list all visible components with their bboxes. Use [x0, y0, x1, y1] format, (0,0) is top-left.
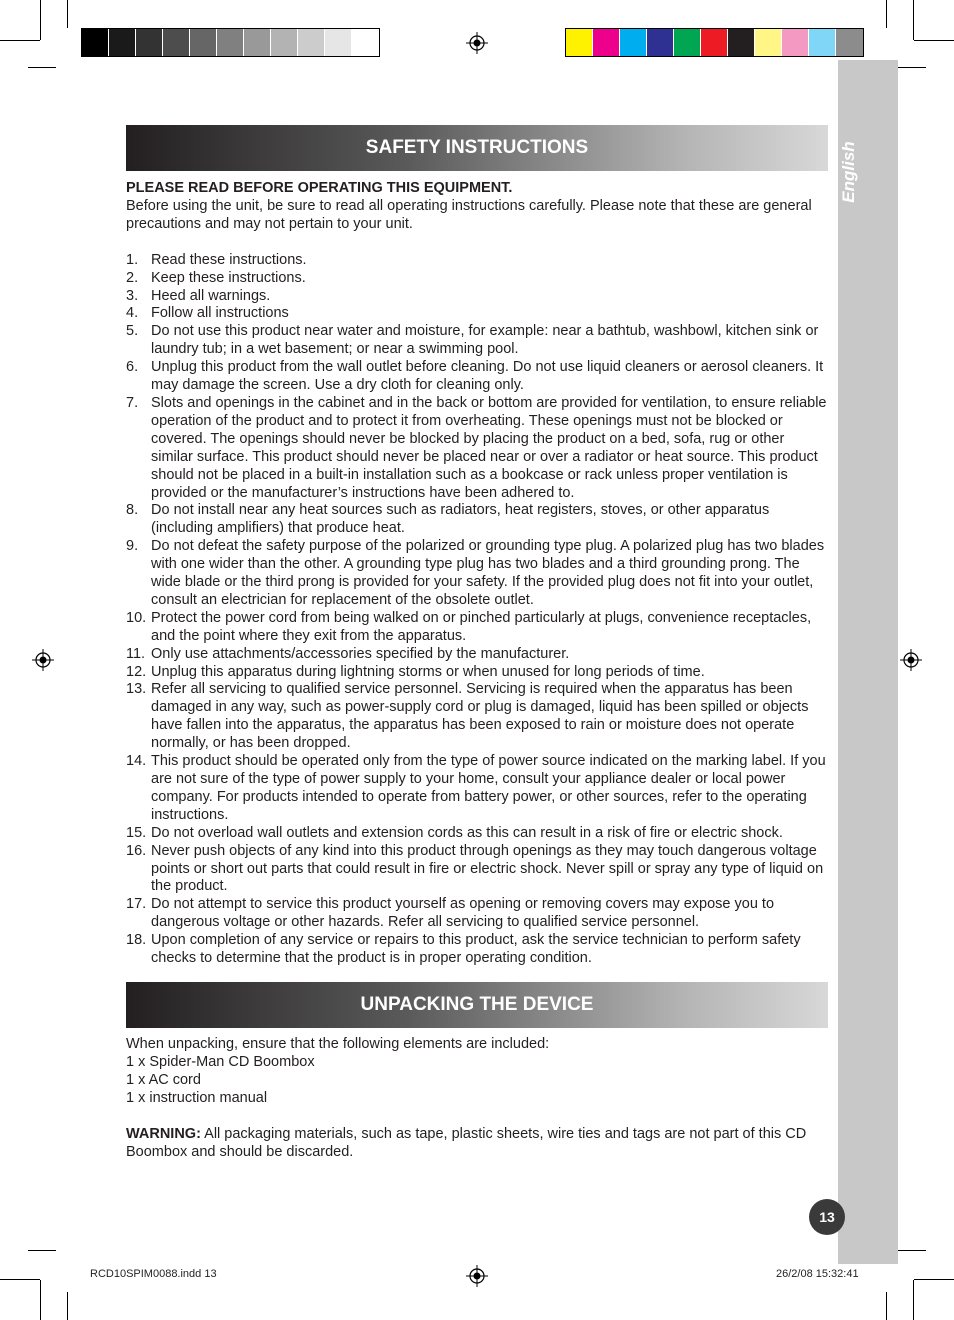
- color-swatch: [593, 29, 620, 56]
- item-number: 5.: [126, 323, 139, 340]
- list-item: [126, 538, 830, 610]
- item-text: Refer all servicing to qualified service personnel. Servicing is required when the apparatus has been damaged in any way, such as power-supply cord or plug is damaged, liquid has been spilled or objects have fallen into the apparatus, the apparatus has been exposed to rain or moisture does not operate normally, or has been dropped.: [151, 681, 809, 752]
- item-number: 16.: [126, 842, 147, 859]
- list-item: [126, 359, 830, 395]
- color-swatch: [674, 29, 701, 56]
- warning-label: WARNING:: [126, 1125, 201, 1142]
- color-swatch: [244, 29, 271, 56]
- list-item: [126, 502, 830, 538]
- color-swatch: [755, 29, 782, 56]
- list-item: [126, 843, 830, 897]
- color-swatch: [163, 29, 190, 56]
- item-number: 7.: [126, 394, 139, 411]
- registration-mark-icon: [466, 1265, 488, 1287]
- item-number: 1.: [126, 251, 139, 268]
- safety-list: [126, 252, 830, 968]
- safety-heading: PLEASE READ BEFORE OPERATING THIS EQUIPMENT.: [126, 180, 513, 196]
- warning-text: All packaging materials, such as tape, plastic sheets, wire ties and tags are not part of this CD Boombox and should be discarded.: [126, 1125, 807, 1160]
- color-swatch: [836, 29, 863, 56]
- footer-file-name: RCD10SPIM0088.indd 13: [90, 1268, 217, 1280]
- color-swatch: [82, 29, 109, 56]
- page-number: 13: [809, 1199, 845, 1235]
- grayscale-color-bar: [81, 28, 380, 57]
- crop-mark: [67, 0, 68, 28]
- process-color-bar: [565, 28, 864, 57]
- item-text: Follow all instructions: [151, 305, 289, 322]
- crop-mark: [40, 1280, 41, 1320]
- warning-paragraph: [126, 1126, 830, 1162]
- list-item: [126, 681, 830, 753]
- item-number: 3.: [126, 287, 139, 304]
- color-swatch: [217, 29, 244, 56]
- list-item: [126, 825, 830, 843]
- color-swatch: [298, 29, 325, 56]
- color-swatch: [566, 29, 593, 56]
- crop-mark: [914, 1279, 954, 1280]
- item-text: Do not use this product near water and moisture, for example: near a bathtub, washbowl, kitchen sink or laundry tub; in a wet basement; or near a swimming pool.: [151, 323, 819, 358]
- registration-mark-icon: [466, 32, 488, 54]
- item-text: Slots and openings in the cabinet and in the back or bottom are provided for ventilation, to ensure reliable operation of the product and to protect it from overheating. These openings must not be blocked or covered. The openings should never be blocked by placing the product on a bed, sofa, rug or other similar surface. This product should never be placed near or over a radiator or heat source. This product should not be placed in a built-in installation such as a bookcase or rack unless proper ventilation is provided or the manufacturer’s instructions have been adhered to.: [151, 394, 827, 501]
- crop-mark: [0, 1279, 40, 1280]
- crop-mark: [886, 0, 887, 28]
- crop-mark: [886, 1292, 887, 1320]
- side-tab: [838, 60, 898, 1264]
- item-text: Heed all warnings.: [151, 287, 271, 304]
- color-swatch: [620, 29, 647, 56]
- list-item: [126, 610, 830, 646]
- list-item: [126, 305, 830, 323]
- item-number: 8.: [126, 502, 139, 519]
- item-text: Do not install near any heat sources such as radiators, heat registers, stoves, or other apparatus (including amplifiers) that produce heat.: [151, 502, 770, 537]
- section-header-unpacking: UNPACKING THE DEVICE: [126, 982, 828, 1028]
- item-text: Only use attachments/accessories specified by the manufacturer.: [151, 645, 570, 662]
- crop-mark: [913, 0, 914, 40]
- color-swatch: [647, 29, 674, 56]
- item-number: 18.: [126, 932, 147, 949]
- crop-mark: [40, 0, 41, 40]
- item-text: Do not defeat the safety purpose of the polarized or grounding type plug. A polarized plug has two blades with one wider than the other. A grounding type plug has two blades and a third grounding prong. The wide blade or the third prong is provided for your safety. If the provided plug does not fit into your outlet, consult an electrician for replacement of the obsolete outlet.: [151, 538, 825, 608]
- item-text: Upon completion of any service or repairs to this product, ask the service technician to perform safety checks to determine that the product is in proper operating condition.: [151, 932, 801, 967]
- item-number: 6.: [126, 359, 139, 376]
- crop-mark: [913, 1280, 914, 1320]
- color-swatch: [109, 29, 136, 56]
- crop-mark: [914, 40, 954, 41]
- list-item: [126, 252, 830, 270]
- registration-mark-icon: [32, 649, 54, 671]
- safety-content: [126, 180, 830, 968]
- item-number: 14.: [126, 753, 147, 770]
- list-item: [126, 932, 830, 968]
- list-item: [126, 753, 830, 825]
- item-text: Never push objects of any kind into this product through openings as they may touch dangerous voltage points or short out parts that could result in fire or electric shock. Never spill or spray any type of liquid on the product.: [151, 842, 824, 895]
- item-number: 12.: [126, 663, 147, 680]
- crop-mark: [898, 1250, 926, 1251]
- color-swatch: [190, 29, 217, 56]
- safety-intro: Before using the unit, be sure to read all operating instructions carefully. Please note that these are general precautions and may not pertain to your unit.: [126, 197, 812, 232]
- item-number: 11.: [126, 645, 146, 662]
- crop-mark: [28, 67, 56, 68]
- color-swatch: [271, 29, 298, 56]
- crop-mark: [898, 67, 926, 68]
- item-text: Read these instructions.: [151, 251, 307, 268]
- section-header-safety: SAFETY INSTRUCTIONS: [126, 125, 828, 171]
- list-item: [126, 646, 830, 664]
- color-swatch: [136, 29, 163, 56]
- language-label: English: [839, 141, 858, 203]
- crop-mark: [28, 1250, 56, 1251]
- package-item: 1 x AC cord: [126, 1071, 201, 1088]
- item-text: Unplug this apparatus during lightning storms or when unused for long periods of time.: [151, 663, 705, 680]
- registration-mark-icon: [900, 649, 922, 671]
- item-number: 9.: [126, 538, 139, 555]
- list-item: [126, 270, 830, 288]
- list-item: [126, 288, 830, 306]
- item-text: Keep these instructions.: [151, 269, 306, 286]
- color-swatch: [728, 29, 755, 56]
- list-item: [126, 395, 830, 502]
- item-text: Unplug this product from the wall outlet before cleaning. Do not use liquid cleaners or aerosol cleaners. It may damage the screen. Use a dry cloth for cleaning only.: [151, 359, 824, 394]
- list-item: [126, 323, 830, 359]
- unpacking-intro: When unpacking, ensure that the following elements are included:: [126, 1036, 550, 1052]
- item-number: 13.: [126, 681, 147, 698]
- color-swatch: [809, 29, 836, 56]
- crop-mark: [67, 1292, 68, 1320]
- item-text: Do not attempt to service this product yourself as opening or removing covers may expose you to dangerous voltage or other hazards. Refer all servicing to qualified service personnel.: [151, 896, 775, 931]
- color-swatch: [325, 29, 352, 56]
- item-number: 10.: [126, 609, 147, 626]
- item-text: Protect the power cord from being walked on or pinched particularly at plugs, convenience receptacles, and the point where they exit from the apparatus.: [151, 609, 812, 644]
- item-text: Do not overload wall outlets and extension cords as this can result in a risk of fire or electric shock.: [151, 824, 783, 841]
- unpacking-content: [126, 1036, 830, 1161]
- item-number: 4.: [126, 305, 139, 322]
- item-number: 17.: [126, 896, 147, 913]
- color-swatch: [352, 29, 379, 56]
- color-swatch: [782, 29, 809, 56]
- package-item: 1 x Spider-Man CD Boombox: [126, 1053, 315, 1070]
- item-number: 2.: [126, 269, 139, 286]
- package-item: 1 x instruction manual: [126, 1089, 268, 1106]
- footer-date: 26/2/08 15:32:41: [776, 1268, 859, 1280]
- list-item: [126, 664, 830, 682]
- item-number: 15.: [126, 824, 147, 841]
- unpacking-list: [126, 1054, 830, 1108]
- list-item: [126, 896, 830, 932]
- item-text: This product should be operated only from the type of power source indicated on the marking label. If you are not sure of the type of power supply to your home, consult your appliance dealer or local power company. For products intended to operate from battery power, or other sources, refer to the operating instructions.: [151, 753, 826, 823]
- crop-mark: [0, 40, 40, 41]
- color-swatch: [701, 29, 728, 56]
